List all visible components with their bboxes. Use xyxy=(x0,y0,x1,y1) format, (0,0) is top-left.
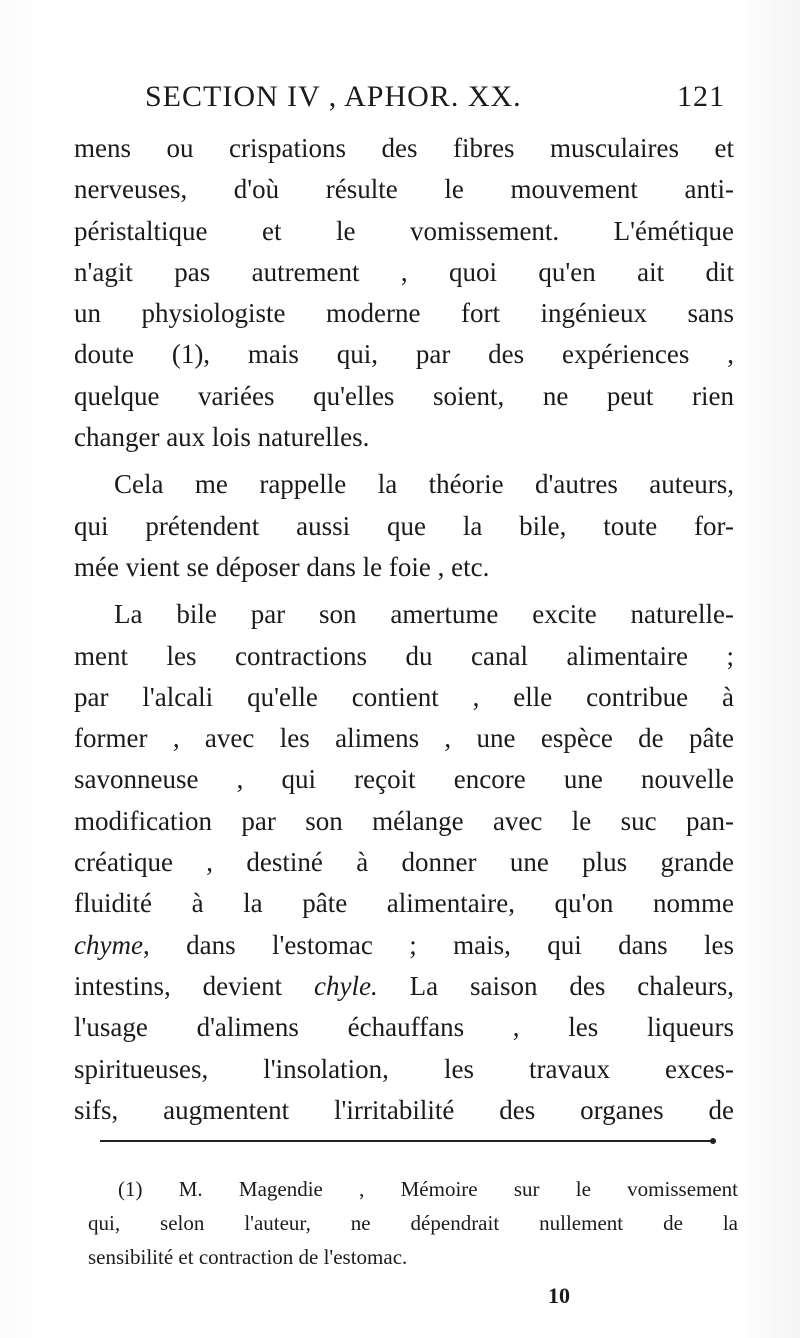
footnote-line: qui, selon l'auteur, ne dépendrait nullement de la xyxy=(88,1211,738,1235)
footnote xyxy=(88,1172,738,1274)
text-line: Cela me rappelle la théorie d'autres auteurs, xyxy=(114,469,734,500)
footnote-line: (1) M. Magendie , Mémoire sur le vomissement xyxy=(118,1177,738,1201)
text-line: changer aux lois naturelles. xyxy=(74,422,370,453)
text-span: , dans l'estomac ; mais, qui dans les xyxy=(142,929,734,960)
text-span: intestins, devient xyxy=(74,970,315,1001)
text-line: mée vient se déposer dans le foie , etc. xyxy=(74,551,490,582)
text-line: péristaltique et le vomissement. L'émétique xyxy=(74,215,734,246)
italic-term: chyle. xyxy=(314,970,378,1001)
text-line xyxy=(74,966,734,1007)
text-line: nerveuses, d'où résulte le mouvement anti- xyxy=(74,174,734,205)
page-number: 121 xyxy=(677,80,725,113)
text-line: n'agit pas autrement , quoi qu'en ait dit xyxy=(74,256,734,287)
text-line: savonneuse , qui reçoit encore une nouvelle xyxy=(74,764,734,795)
text-line: La bile par son amertume excite naturelle- xyxy=(114,599,734,630)
main-text xyxy=(74,128,734,1131)
italic-term: chyme xyxy=(74,929,143,960)
running-title: SECTION IV , APHOR. XX. xyxy=(145,80,522,113)
footnote-line: sensibilité et contraction de l'estomac. xyxy=(88,1245,408,1269)
text-line: former , avec les alimens , une espèce de pâte xyxy=(74,723,734,754)
text-line: sifs, augmentent l'irritabilité des organes de xyxy=(74,1094,734,1125)
text-line: fluidité à la pâte alimentaire, qu'on nomme xyxy=(74,888,734,919)
text-span: La saison des chaleurs, xyxy=(377,970,734,1001)
page-header xyxy=(145,80,725,122)
text-line: l'usage d'alimens échauffans , les liqueurs xyxy=(74,1012,734,1043)
footnote-divider xyxy=(100,1140,712,1142)
text-line: mens ou crispations des fibres musculaires et xyxy=(74,133,734,163)
text-line: créatique , destiné à donner une plus grande xyxy=(74,847,734,878)
text-line: qui prétendent aussi que la bile, toute for- xyxy=(74,510,734,541)
text-line: par l'alcali qu'elle contient , elle contribue à xyxy=(74,681,734,712)
text-line: ment les contractions du canal alimentaire ; xyxy=(74,640,734,671)
signature-mark: 10 xyxy=(548,1283,570,1308)
text-line: doute (1), mais qui, par des expériences , xyxy=(74,339,734,370)
text-line: spiritueuses, l'insolation, les travaux exces- xyxy=(74,1053,734,1084)
text-line xyxy=(74,925,734,966)
text-line: un physiologiste moderne fort ingénieux sans xyxy=(74,298,734,329)
text-line: quelque variées qu'elles soient, ne peut rien xyxy=(74,380,734,411)
text-line: modification par son mélange avec le suc pan- xyxy=(74,805,734,836)
